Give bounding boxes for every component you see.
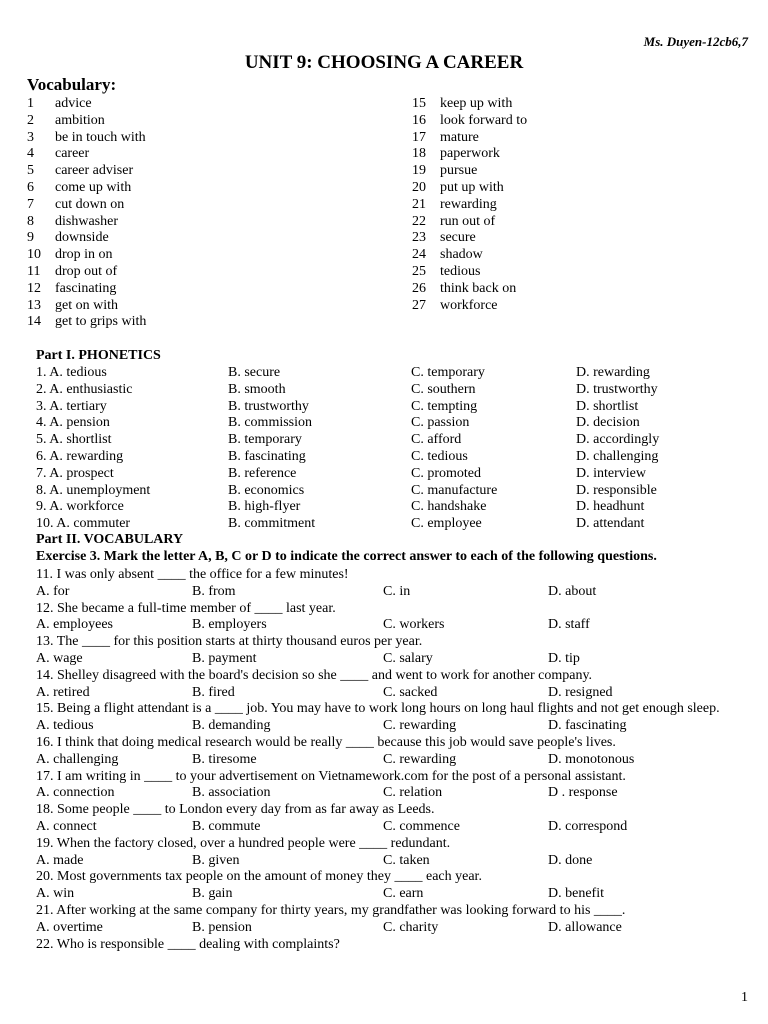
answer-option: C. sacked [383, 684, 438, 700]
phonetics-option: B. temporary [228, 432, 302, 448]
vocabulary-number: 11 [27, 263, 41, 279]
phonetics-option: B. trustworthy [228, 398, 309, 414]
vocabulary-word: career [55, 146, 90, 162]
phonetics-option: 7. A. prospect [36, 465, 114, 481]
answer-option: A. made [36, 852, 84, 868]
vocabulary-word: cut down on [55, 196, 125, 212]
vocabulary-word: pursue [440, 163, 478, 179]
answer-option: B. from [192, 583, 236, 599]
vocabulary-number: 7 [27, 196, 34, 212]
answer-option: A. challenging [36, 751, 119, 767]
vocabulary-word: get to grips with [55, 314, 147, 330]
answer-option: C. in [383, 583, 411, 599]
question-text: 13. The ____ for this position starts at thirty thousand euros per year. [36, 634, 423, 650]
answer-option: C. workers [383, 617, 445, 633]
vocabulary-word: look forward to [440, 112, 528, 128]
vocabulary-number: 26 [412, 280, 426, 296]
answer-option: C. commence [383, 818, 460, 834]
vocabulary-number: 20 [412, 179, 426, 195]
phonetics-option: B. fascinating [228, 448, 306, 464]
vocabulary-word: mature [440, 129, 479, 145]
vocabulary-item [412, 163, 527, 180]
question-text: 14. Shelley disagreed with the board's decision so she ____ and went to work for another company. [36, 667, 593, 683]
vocabulary-word: get on with [55, 297, 118, 313]
answer-options [36, 651, 736, 668]
phonetics-option: D. responsible [576, 482, 657, 498]
answer-option: A. employees [36, 617, 113, 633]
page-title: UNIT 9: CHOOSING A CAREER [244, 52, 524, 73]
phonetics-option: 3. A. tertiary [36, 398, 107, 414]
phonetics-option: B. economics [228, 482, 305, 498]
phonetics-option: D. shortlist [576, 398, 639, 414]
phonetics-table [36, 365, 659, 533]
answer-option: B. pension [192, 919, 252, 935]
answer-option: D. correspond [548, 818, 628, 834]
answer-option: D. benefit [548, 886, 604, 902]
phonetics-option: D. headhunt [576, 499, 645, 515]
answer-option: A. win [36, 886, 75, 902]
vocabulary-word: rewarding [440, 196, 497, 212]
phonetics-row [36, 432, 659, 449]
vocabulary-item [412, 247, 527, 264]
vocabulary-word: run out of [440, 213, 496, 229]
answer-option: A. wage [36, 650, 83, 666]
phonetics-option: C. southern [411, 381, 476, 397]
vocabulary-word: be in touch with [55, 129, 146, 145]
answer-option: B. employers [192, 617, 267, 633]
vocabulary-item [27, 298, 146, 315]
phonetics-option: D. accordingly [576, 432, 660, 448]
phonetics-row [36, 466, 659, 483]
question-text: 22. Who is responsible ____ dealing with complaints? [36, 936, 340, 952]
phonetics-row [36, 415, 659, 432]
phonetics-option: D. rewarding [576, 365, 650, 380]
vocabulary-item [27, 113, 146, 130]
phonetics-row [36, 382, 659, 399]
vocabulary-number: 9 [27, 230, 34, 246]
vocabulary-number: 21 [412, 196, 426, 212]
vocabulary-number: 16 [412, 112, 426, 128]
vocabulary-item [27, 264, 146, 281]
answer-option: D . response [548, 785, 618, 801]
vocabulary-item [412, 298, 527, 315]
part2-heading: Part II. VOCABULARY [36, 532, 184, 547]
vocabulary-number: 3 [27, 129, 34, 145]
question-list [36, 567, 736, 953]
phonetics-option: D. attendant [576, 516, 645, 532]
vocabulary-number: 2 [27, 112, 34, 128]
vocabulary-item [27, 247, 146, 264]
vocabulary-number: 5 [27, 163, 34, 179]
vocabulary-item [27, 314, 146, 331]
phonetics-option: B. high-flyer [228, 499, 301, 515]
vocabulary-item [27, 146, 146, 163]
vocabulary-number: 10 [27, 247, 41, 263]
phonetics-row [36, 449, 659, 466]
answer-option: B. association [192, 785, 271, 801]
question-text: 20. Most governments tax people on the amount of money they ____ each year. [36, 869, 482, 885]
question-text: 16. I think that doing medical research would be really ____ because this job would save people's lives. [36, 734, 616, 750]
part1-heading: Part I. PHONETICS [36, 348, 161, 363]
phonetics-option: B. smooth [228, 381, 286, 397]
phonetics-option: C. tempting [411, 398, 478, 414]
phonetics-option: 2. A. enthusiastic [36, 381, 133, 397]
page-number: 1 [741, 990, 748, 1005]
vocabulary-number: 17 [412, 129, 426, 145]
vocabulary-item [27, 163, 146, 180]
vocabulary-item [27, 197, 146, 214]
answer-option: B. demanding [192, 718, 271, 734]
answer-options [36, 718, 736, 735]
answer-options [36, 785, 736, 802]
phonetics-option: C. afford [411, 432, 462, 448]
vocabulary-item [412, 146, 527, 163]
phonetics-option: D. challenging [576, 448, 659, 464]
answer-options [36, 685, 736, 702]
phonetics-option: B. commission [228, 415, 313, 431]
vocabulary-item [27, 130, 146, 147]
vocabulary-word: think back on [440, 280, 517, 296]
phonetics-option: B. secure [228, 365, 281, 380]
vocabulary-word: workforce [440, 297, 498, 313]
phonetics-option: 9. A. workforce [36, 499, 124, 515]
vocabulary-word: shadow [440, 247, 483, 263]
phonetics-option: C. employee [411, 516, 482, 532]
vocabulary-item [27, 96, 146, 113]
question-text: 18. Some people ____ to London every day from as far away as Leeds. [36, 802, 435, 818]
answer-option: C. rewarding [383, 751, 457, 767]
vocabulary-number: 8 [27, 213, 34, 229]
vocabulary-number: 6 [27, 179, 34, 195]
vocabulary-word: come up with [55, 179, 132, 195]
vocabulary-item [412, 197, 527, 214]
phonetics-option: C. passion [411, 415, 470, 431]
vocabulary-word: fascinating [55, 280, 117, 296]
phonetics-option: 1. A. tedious [36, 365, 107, 380]
vocabulary-word: tedious [440, 263, 481, 279]
vocabulary-word: dishwasher [55, 213, 118, 229]
phonetics-option: C. temporary [411, 365, 485, 380]
vocabulary-item [27, 214, 146, 231]
vocabulary-word: ambition [55, 112, 105, 128]
answer-options [36, 617, 736, 634]
vocabulary-number: 4 [27, 146, 34, 162]
phonetics-option: D. decision [576, 415, 640, 431]
vocabulary-number: 14 [27, 314, 41, 330]
vocabulary-word: career adviser [55, 163, 134, 179]
answer-option: D. about [548, 583, 597, 599]
phonetics-row [36, 483, 659, 500]
phonetics-option: D. interview [576, 465, 646, 481]
vocabulary-word: downside [55, 230, 109, 246]
vocabulary-number: 19 [412, 163, 426, 179]
answer-option: D. staff [548, 617, 590, 633]
question-text: 17. I am writing in ____ to your advertisement on Vietnamework.com for the post of a personal assistant. [36, 768, 626, 784]
phonetics-row [36, 516, 659, 533]
answer-option: B. given [192, 852, 240, 868]
answer-option: D. allowance [548, 919, 622, 935]
question-text: 11. I was only absent ____ the office for a few minutes! [36, 567, 349, 582]
answer-option: D. done [548, 852, 593, 868]
vocabulary-word: put up with [440, 179, 504, 195]
vocabulary-number: 18 [412, 146, 426, 162]
phonetics-option: C. manufacture [411, 482, 498, 498]
answer-options [36, 853, 736, 870]
exercise-instructions: Exercise 3. Mark the letter A, B, C or D to indicate the correct answer to each of the following questions. [36, 549, 657, 564]
vocabulary-item [412, 130, 527, 147]
answer-options [36, 886, 736, 903]
question-text: 12. She became a full-time member of ____ last year. [36, 600, 336, 616]
phonetics-option: B. commitment [228, 516, 316, 532]
vocabulary-item [412, 180, 527, 197]
phonetics-row [36, 399, 659, 416]
answer-options [36, 920, 736, 937]
vocabulary-item [27, 180, 146, 197]
answer-option: A. connect [36, 818, 97, 834]
vocabulary-word: paperwork [440, 146, 500, 162]
vocabulary-word: keep up with [440, 96, 513, 111]
vocabulary-list-left [27, 96, 146, 331]
vocabulary-item [27, 281, 146, 298]
author-label: Ms. Duyen-12cb6,7 [643, 34, 748, 49]
vocabulary-word: secure [440, 230, 476, 246]
answer-option: C. earn [383, 886, 424, 902]
answer-options [36, 584, 736, 601]
phonetics-option: 10. A. commuter [36, 516, 131, 532]
answer-option: B. tiresome [192, 751, 257, 767]
phonetics-option: 8. A. unemployment [36, 482, 151, 498]
answer-option: B. commute [192, 818, 261, 834]
vocabulary-number: 1 [27, 96, 34, 111]
answer-option: A. for [36, 583, 70, 599]
answer-option: B. payment [192, 650, 257, 666]
phonetics-option: 6. A. rewarding [36, 448, 124, 464]
vocabulary-number: 23 [412, 230, 426, 246]
vocabulary-number: 22 [412, 213, 426, 229]
vocabulary-number: 27 [412, 297, 426, 313]
answer-option: A. tedious [36, 718, 94, 734]
phonetics-option: C. tedious [411, 448, 468, 464]
answer-option: A. overtime [36, 919, 103, 935]
answer-option: D. fascinating [548, 718, 627, 734]
vocabulary-item [412, 264, 527, 281]
answer-option: C. taken [383, 852, 430, 868]
question-text: 21. After working at the same company for thirty years, my grandfather was looking forward to his ____. [36, 902, 626, 918]
vocabulary-number: 24 [412, 247, 426, 263]
vocabulary-item [412, 214, 527, 231]
vocabulary-number: 25 [412, 263, 426, 279]
vocabulary-number: 13 [27, 297, 41, 313]
phonetics-row [36, 499, 659, 516]
question-text: 15. Being a flight attendant is a ____ job. You may have to work long hours on long haul flights and not get enough sleep. [36, 701, 720, 717]
vocabulary-number: 15 [412, 96, 426, 111]
vocabulary-heading: Vocabulary: [27, 75, 117, 94]
answer-option: D. tip [548, 650, 580, 666]
answer-option: A. retired [36, 684, 90, 700]
vocabulary-item [412, 281, 527, 298]
answer-option: C. salary [383, 650, 433, 666]
answer-option: B. fired [192, 684, 235, 700]
answer-option: D. resigned [548, 684, 613, 700]
vocabulary-item [27, 230, 146, 247]
vocabulary-list-right [412, 96, 527, 314]
phonetics-option: 5. A. shortlist [36, 432, 112, 448]
phonetics-option: D. trustworthy [576, 381, 658, 397]
phonetics-option: C. promoted [411, 465, 481, 481]
answer-option: C. relation [383, 785, 443, 801]
vocabulary-item [412, 96, 527, 113]
phonetics-option: 4. A. pension [36, 415, 110, 431]
vocabulary-item [412, 113, 527, 130]
vocabulary-number: 12 [27, 280, 41, 296]
answer-option: C. rewarding [383, 718, 457, 734]
vocabulary-word: drop in on [55, 247, 113, 263]
phonetics-row [36, 365, 659, 382]
answer-option: C. charity [383, 919, 439, 935]
question-text: 19. When the factory closed, over a hundred people were ____ redundant. [36, 835, 451, 851]
answer-options [36, 819, 736, 836]
vocabulary-item [412, 230, 527, 247]
phonetics-option: B. reference [228, 465, 297, 481]
phonetics-option: C. handshake [411, 499, 487, 515]
vocabulary-word: advice [55, 96, 92, 111]
answer-option: A. connection [36, 785, 115, 801]
answer-option: D. monotonous [548, 751, 635, 767]
vocabulary-word: drop out of [55, 263, 118, 279]
answer-option: B. gain [192, 886, 233, 902]
answer-options [36, 752, 736, 769]
